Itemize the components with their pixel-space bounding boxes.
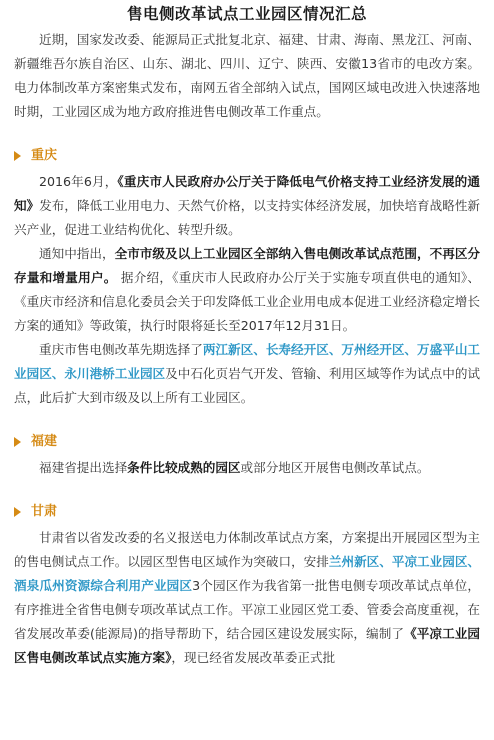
text-run: 3个园区作为我省第一批售电侧专项改革试点单位，有序推进全省售电侧专项改革试点工作。平凉工业园区党工委、管委会高度重视，在省发展改革委(能源局)的指导帮助下，结合园区建设发展实际，编制了 <box>14 578 481 641</box>
highlighted-text-run: 兰州新区、平凉工业园区、酒泉瓜州资源综合利用产业园区 <box>14 554 481 593</box>
intro-paragraph: 近期，国家发改委、能源局正式批复北京、福建、甘肃、海南、黑龙江、河南、新疆维吾尔族自治区、山东、湖北、四川、辽宁、陕西、安徽13省市的电改方案。电力体制改革方案密集式发布，南网五省全部纳入试点，国网区域电改进入快速落地时期，工业园区成为地方政府推进售电侧改革工作重点。 <box>14 32 480 119</box>
chongqing-paragraph-3 <box>14 338 480 410</box>
bold-text-run: 《平凉工业园区售电侧改革试点实施方案》 <box>14 626 481 665</box>
section-heading-gansu <box>14 502 480 522</box>
gansu-paragraph-1 <box>14 526 480 670</box>
fujian-paragraph-1 <box>14 456 480 480</box>
text-run: 或部分地区开展售电侧改革试点。 <box>240 460 430 475</box>
article-title: 售电侧改革试点工业园区情况汇总 <box>126 5 367 23</box>
text-run: 发布，降低工业用电力、天然气价格，以支持实体经济发展，加快培育战略性新兴产业，促进工业结构优化、转型升级。 <box>14 198 481 237</box>
arrow-right-icon <box>14 437 21 447</box>
section-heading-fujian <box>14 432 480 452</box>
text-run: ，现已经省发展改革委正式批 <box>171 650 336 665</box>
highlighted-text-run: 两江新区、长寿经开区、万州经开区、万盛平山工业园区、永川港桥工业园区 <box>14 342 481 381</box>
bold-text-run: 条件比较成熟的园区 <box>127 460 241 475</box>
section-title: 重庆 <box>31 148 58 163</box>
text-run: 2016年6月， <box>39 174 118 189</box>
bold-text-run: 全市市级及以上工业园区全部纳入售电侧改革试点范围，不再区分存量和增量用户。 <box>14 246 481 285</box>
section-title: 甘肃 <box>31 504 58 519</box>
text-run: 甘肃省以省发改委的名义报送电力体制改革试点方案，方案提出开展园区型为主的售电侧试点工作。以园区型售电区域作为突破口，安排 <box>14 530 480 569</box>
arrow-right-icon <box>14 507 21 517</box>
arrow-right-icon <box>14 151 21 161</box>
text-run: 重庆市售电侧改革先期选择了 <box>39 342 203 357</box>
text-run: 通知中指出， <box>39 246 115 261</box>
section-heading-chongqing <box>14 146 480 166</box>
chongqing-paragraph-2 <box>14 242 480 338</box>
section-title: 福建 <box>31 434 58 449</box>
text-run: 及中石化页岩气开发、管输、利用区域等作为试点中的试点，此后扩大到市级及以上所有工业园区。 <box>14 366 481 405</box>
chongqing-paragraph-1 <box>14 170 480 242</box>
text-run: 福建省提出选择 <box>39 460 128 475</box>
text-run: 据介绍，《重庆市人民政府办公厅关于实施专项直供电的通知》、《重庆市经济和信息化委员会关于印发降低工业企业用电成本促进工业经济稳定增长方案的通知》等政策，执行时限将延长至2017年12月31日。 <box>14 270 481 333</box>
bold-text-run: 《重庆市人民政府办公厅关于降低电气价格支持工业经济发展的通知》 <box>14 174 480 213</box>
